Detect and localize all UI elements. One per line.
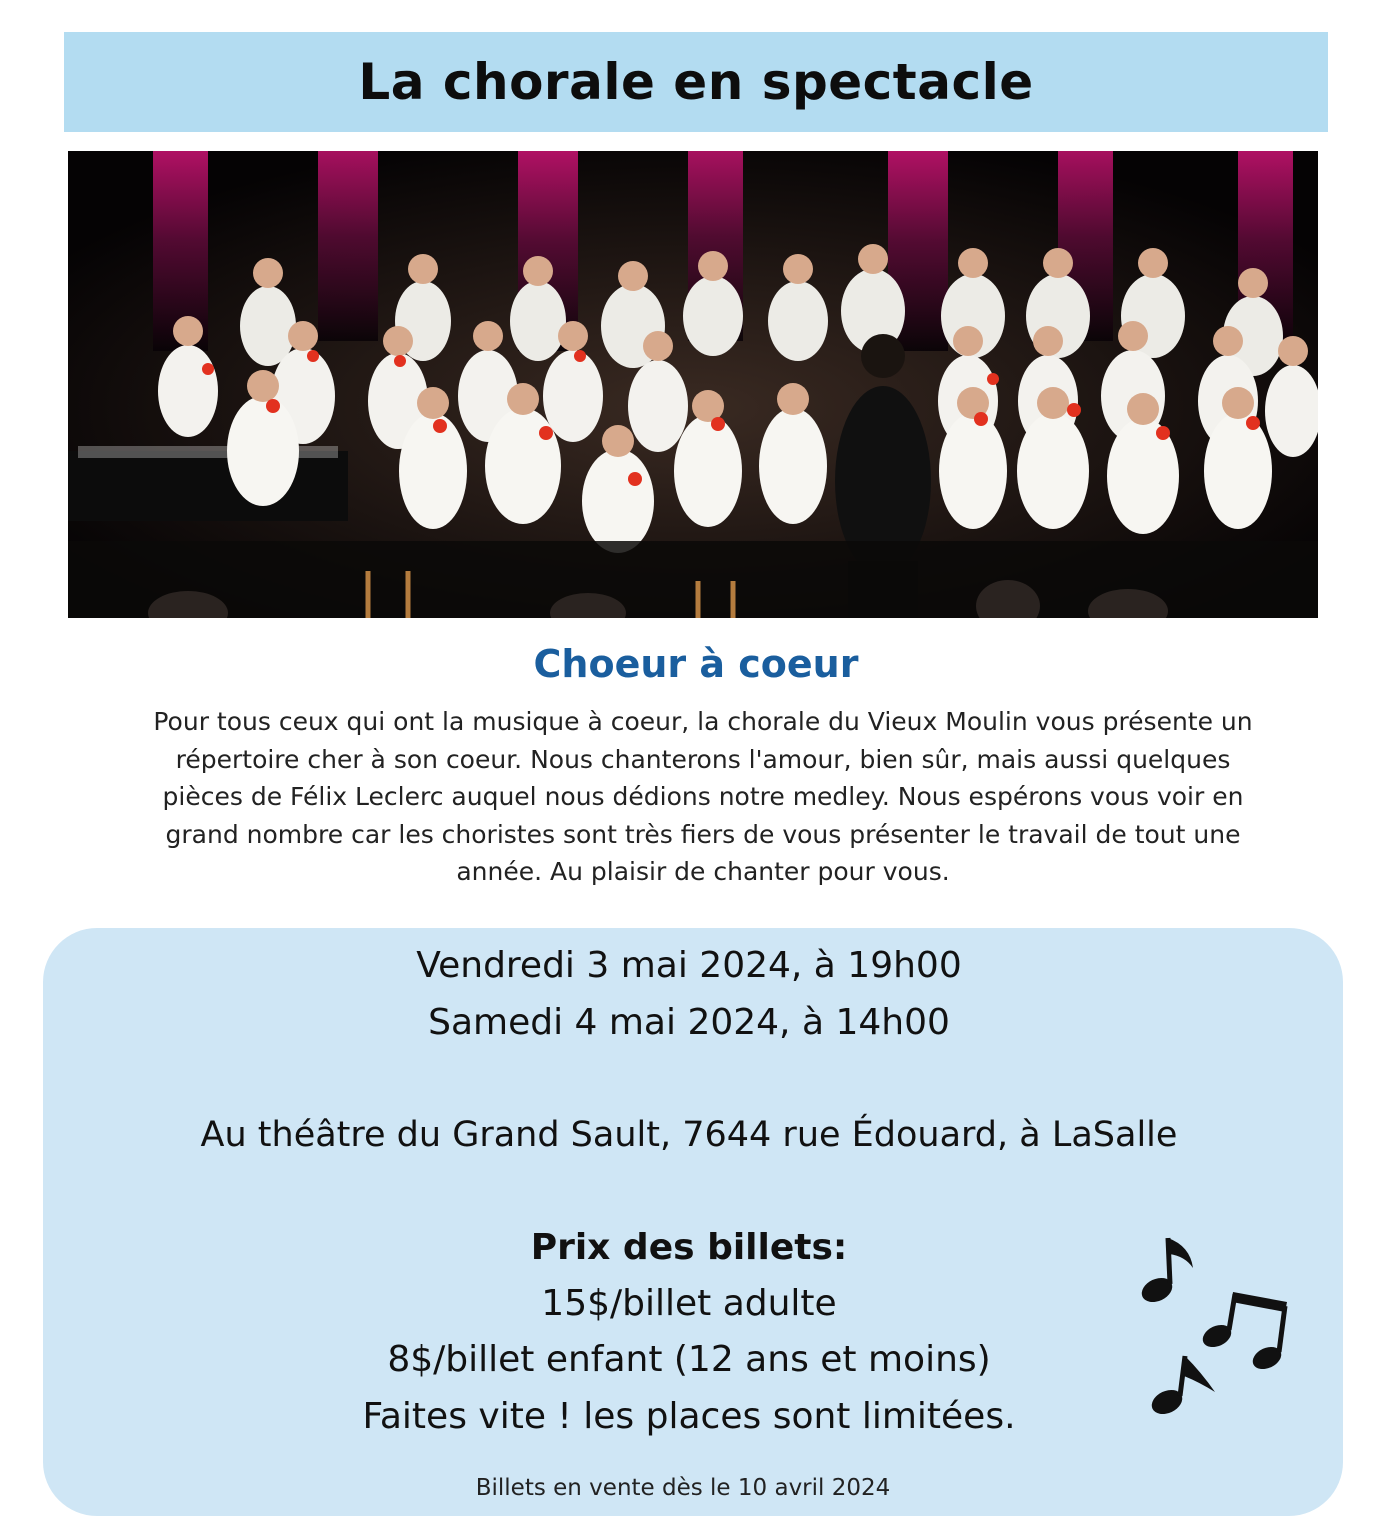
sale-date-note: Billets en vente dès le 10 avril 2024 bbox=[475, 1475, 891, 1501]
section-subtitle: Choeur à coeur bbox=[533, 642, 859, 686]
choir-photo-illustration bbox=[68, 151, 1318, 618]
music-notes-icon bbox=[1135, 1232, 1300, 1417]
event-location: Au théâtre du Grand Sault, 7644 rue Édouard, à LaSalle bbox=[200, 1115, 1178, 1155]
event-date-2: Samedi 4 mai 2024, à 14h00 bbox=[428, 1002, 950, 1043]
page-title: La chorale en spectacle bbox=[358, 53, 1034, 111]
price-adult: 15$/billet adulte bbox=[541, 1283, 837, 1324]
title-banner bbox=[64, 32, 1328, 132]
prices-heading: Prix des billets: bbox=[530, 1227, 848, 1268]
description-line: grand nombre car les choristes sont très fiers de vous présenter le travail de tout une bbox=[165, 819, 1241, 849]
description-line: répertoire cher à son coeur. Nous chanterons l'amour, bien sûr, mais aussi quelques bbox=[175, 744, 1231, 774]
price-child: 8$/billet enfant (12 ans et moins) bbox=[387, 1339, 991, 1380]
description-line: année. Au plaisir de chanter pour vous. bbox=[456, 857, 950, 886]
description-line: Pour tous ceux qui ont la musique à coeur, la chorale du Vieux Moulin vous présente un bbox=[153, 707, 1253, 736]
choir-photo bbox=[68, 151, 1318, 618]
description-text bbox=[90, 703, 1316, 891]
hurry-note: Faites vite ! les places sont limitées. bbox=[362, 1396, 1016, 1437]
event-date-1: Vendredi 3 mai 2024, à 19h00 bbox=[416, 945, 962, 986]
description-line: pièces de Félix Leclerc auquel nous dédions notre medley. Nous espérons vous voir en bbox=[162, 782, 1244, 811]
